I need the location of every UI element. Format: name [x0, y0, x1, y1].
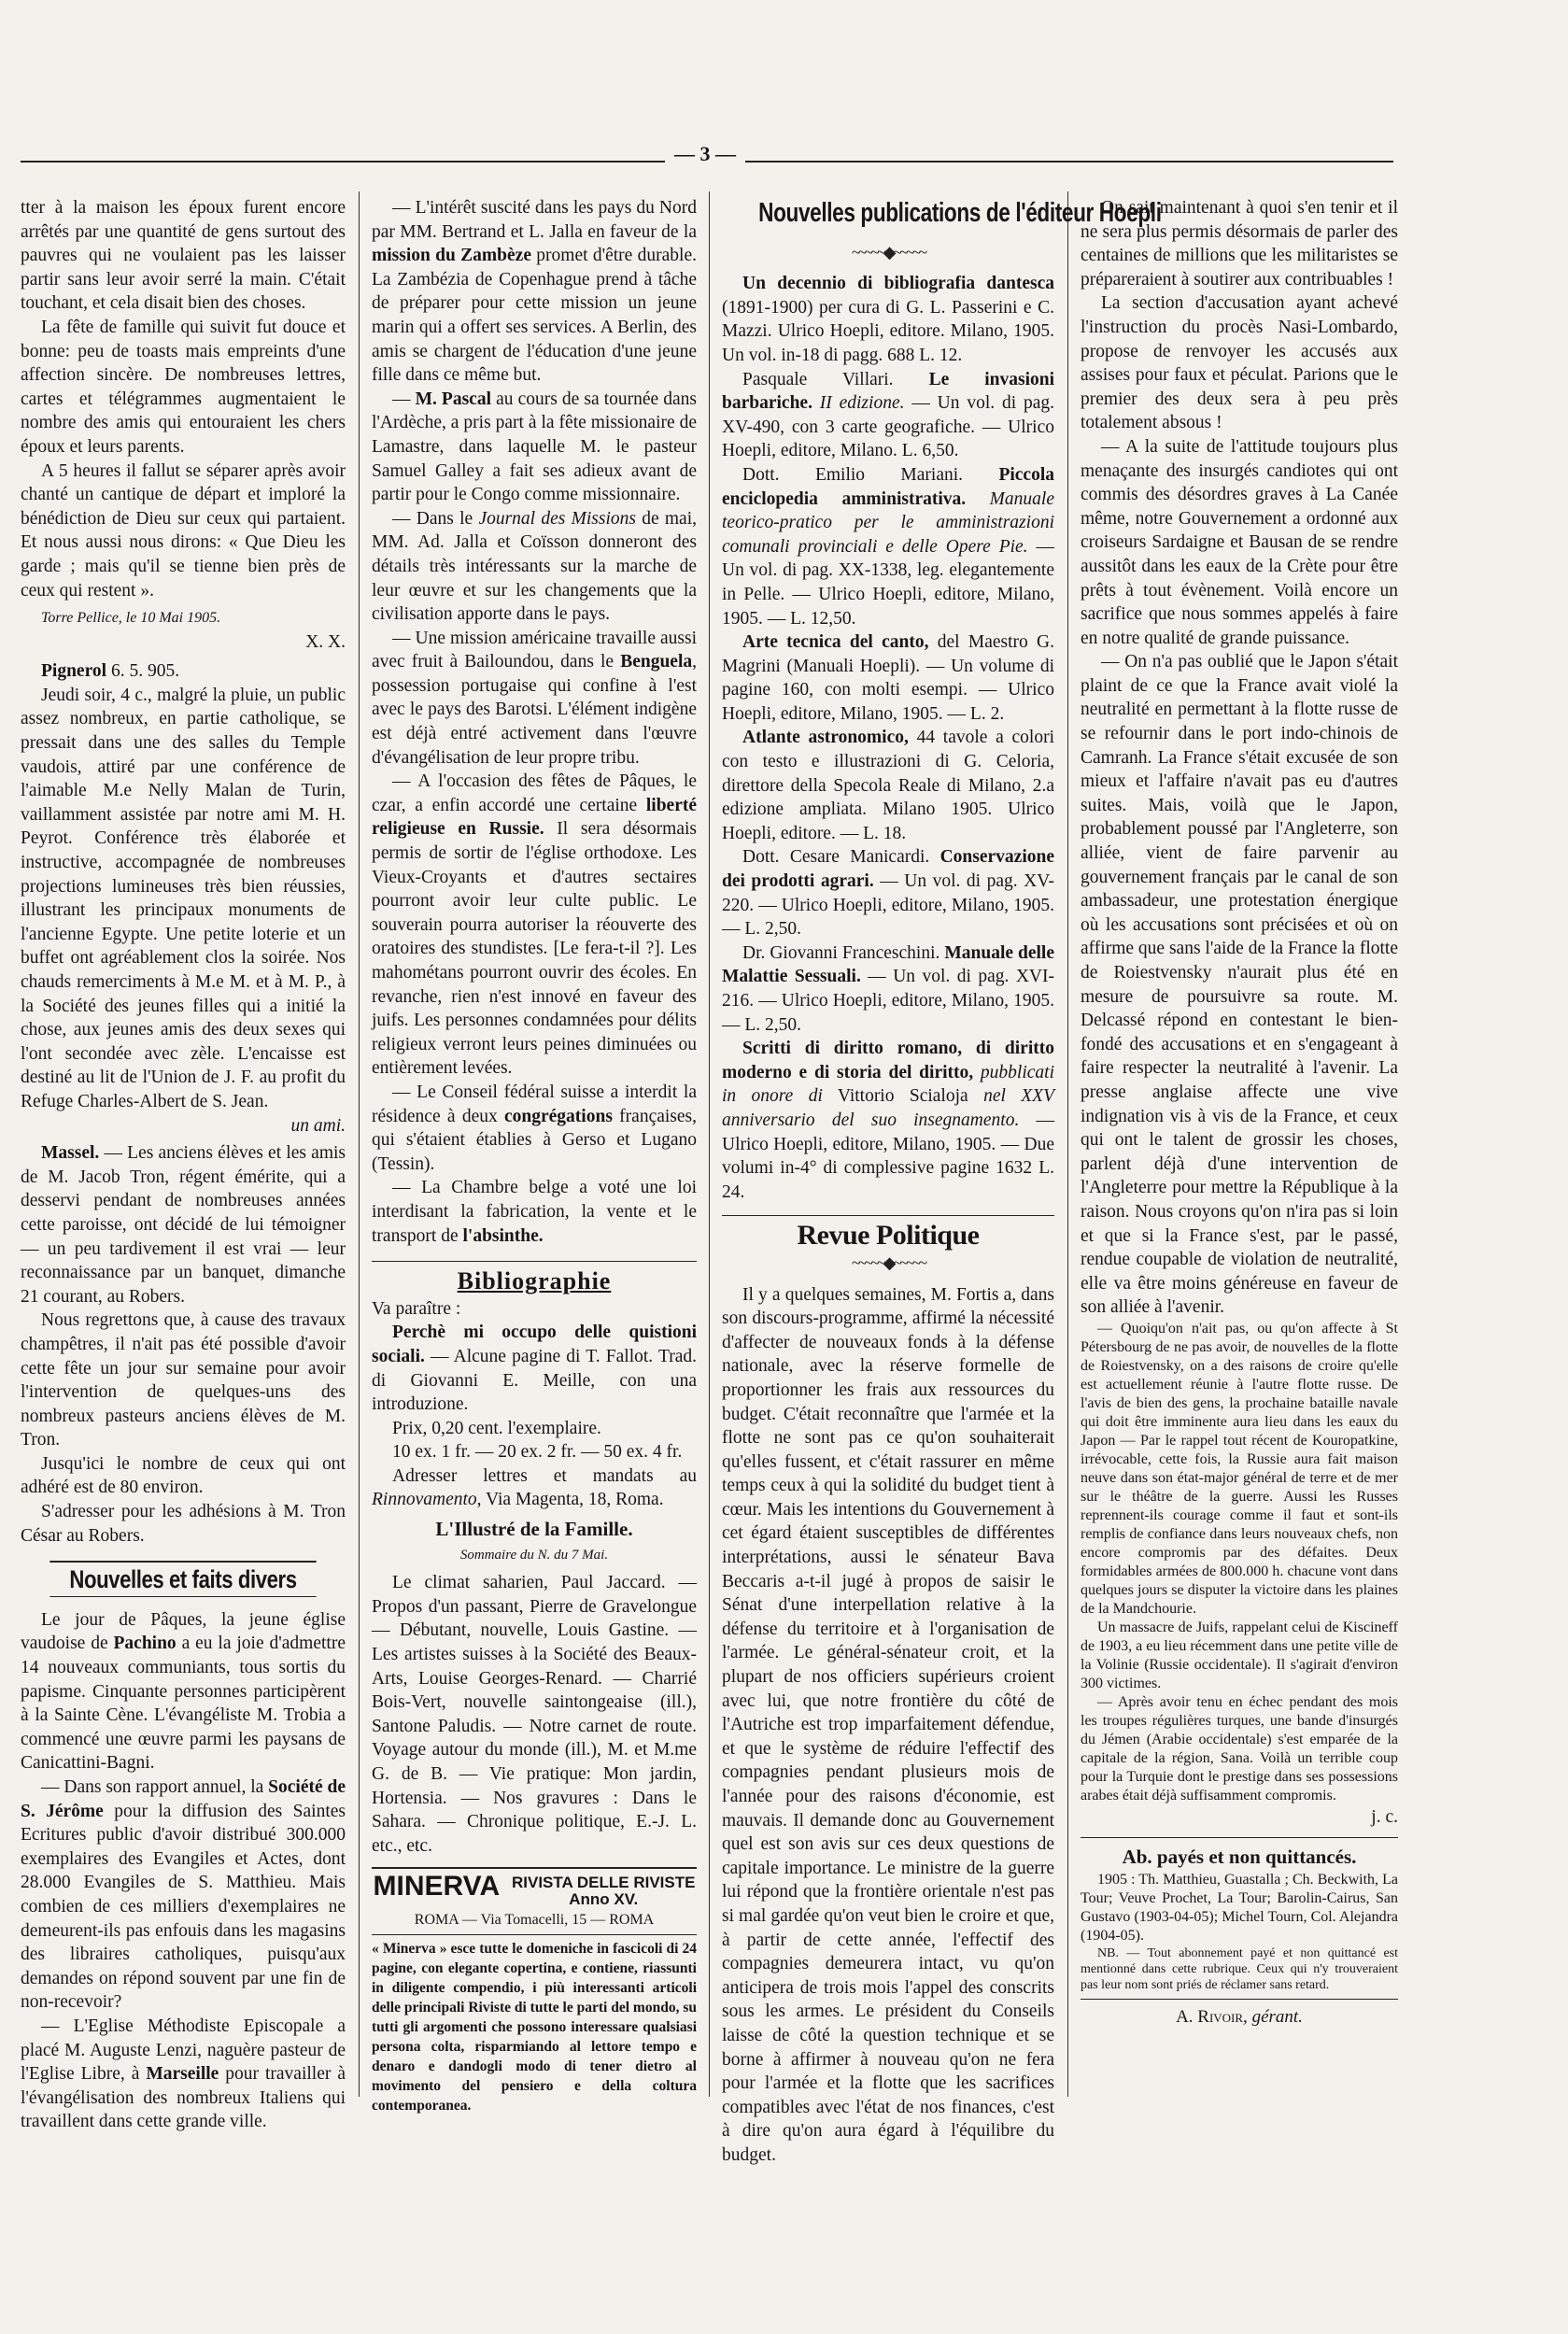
article-italic: Manuale teorico-pratico per le amministrazioni comunali provinciali e delle Opere Pie. [722, 488, 1054, 557]
minerva-address: ROMA — Via Tomacelli, 15 — ROMA [372, 1908, 697, 1935]
article-text: Dott. Emilio Mariani. [742, 464, 999, 485]
article-text: pour travailler à l'évangélisation des nombreux Italiens qui travaillent dans cette grande ville. [21, 2064, 346, 2132]
section-heading: Revue Politique [797, 1220, 980, 1252]
article-text: pour la diffusion des Saintes Ecritures public d'avoir distribué 300.000 exemplaires des Evangiles et Actes, dont 28.000 Evangiles de S. Matthieu. Mais combien de ces milliers d'exemplaires ne demeurent-ils pas enfouis dans les magasins des libraires catholiques, puisqu'aux demandes on répond souvent par une fin de non-recevoir? [21, 1801, 346, 2013]
column-4 [1081, 196, 1398, 2030]
article-paragraph: — Après avoir tenu en échec pendant des mois les troupes régulières turques, une bande d'insurgés du Jémen (Arabie occidentale) s'est emparée de la capitale de la région, Sana. Voilà un terrible coup pour la Turquie dont le prestige dans ses possessions arabes était déjà suffisamment compromis. [1081, 1693, 1398, 1804]
article-text: — Le Conseil fédéral suisse a interdit la résidence à deux [372, 1082, 697, 1126]
article-paragraph [372, 1176, 697, 1248]
article-text: — A l'occasion des fêtes de Pâques, le czar, a enfin accordé une certaine [372, 771, 697, 815]
minerva-title: MINERVA [373, 1871, 501, 1903]
article-text: Adresser lettres et mandats au [392, 1465, 697, 1486]
book-entry [722, 845, 1054, 941]
article-bold: Marseille [146, 2064, 219, 2085]
article-paragraph [21, 1141, 346, 1308]
article-text: — [392, 389, 416, 409]
article-text: Vittorio Scialoja [822, 1086, 984, 1107]
section-heading: Nouvelles et faits divers [49, 1561, 316, 1597]
article-paragraph [372, 1081, 697, 1176]
book-title: Un decennio di bibliografia dantesca [742, 274, 1054, 294]
article-paragraph: — On n'a pas oublié que le Japon s'était plaint de ce que la France avait violé la neutralité en permettant à la flotte russe de se refournir dans le port indo-chinois de Camranh. La France s'était excusée de son mieux et l'affaire n'avait pas eu d'autres suites. Mais, voilà que le Japon, probablement poussé par l'Angleterre, son alliée, vient de faire parvenir au gouvernement français par le canal de son ambassadeur, une protestation énergique où les accusations sont précisées et où on affirme que sans l'aide de la France la flotte de Roiestvensky n'aurait plus été en mesure de poursuivre sa route. M. Delcassé répond en contestant le bien-fondé des accusations et en s'engageant à faire respecter la neutralité à l'avenir. La presse anglaise affecte une vive indignation vis à vis de la France, et ceux qui ont le talent de grossir les choses, parlent déjà d'une intervention de l'Angleterre pour mettre la République à la raison. Nous croyons qu'on n'ira pas si loin et que si la France s'est, par le passé, rendue coupable de violation de neutralité, elle va être moins généreuse en faveur de son alliée à l'avenir. [1081, 652, 1398, 1318]
page-number: — 3 — [665, 142, 745, 166]
minerva-subtitle-line: RIVISTA DELLE RIVISTE [511, 1874, 696, 1892]
article-paragraph: Prix, 0,20 cent. l'exemplaire. [392, 1418, 601, 1438]
gerant-name: A. Rivoir, [1176, 2007, 1248, 2028]
article-text: Dr. Giovanni Franceschini. [742, 942, 945, 963]
book-title: Arte tecnica del canto, [742, 632, 929, 653]
book-entry [722, 272, 1054, 367]
article-paragraph [372, 627, 697, 771]
article-text: , Via Magenta, 18, Roma. [476, 1490, 664, 1510]
article-text: de mai, MM. Ad. Jalla et Coïsson donneront des détails très intéressants sur la marche de leur œuvre et sur les changements que la civilisation apporte dans le pays. [372, 508, 698, 625]
column-divider-3 [1067, 191, 1068, 2097]
column-divider-2 [709, 191, 710, 2097]
article-text: — Les anciens élèves et les amis de M. Jacob Tron, régent émérite, qui a desservi pendant de nombreuses années cette paroisse, ont décidé de lui témoigner — un peu tardivement il est vrai — leur reconnaissance par un banquet, dimanche 21 courant, au Robers. [21, 1143, 346, 1307]
article-text: Dott. Cesare Manicardi. [742, 847, 940, 868]
minerva-text: « Minerva » esce tutte le domeniche in fascicoli di 24 pagine, con elegante copertina, e contiene, riassunti in diligente compendio, i più interessanti articoli delle principali Riviste di tutte le parti del mondo, su tutti gli argomenti che possono interessare qualsiasi persona colta, risparmiando al lettore tempo e denaro e dandogli modo di tener dietro al movimento del pensiero e della coltura contemporanea. [372, 1940, 697, 2114]
article-text: (1891-1900) per cura di G. L. Passerini e C. Mazzi. Ulrico Hoepli, editore. Milano, 1905. Un vol. in-18 di pagg. 688 L. 12. [722, 297, 1054, 365]
article-italic: pubblicati in onore di [722, 1062, 1055, 1107]
article-bold: M. Pascal [415, 389, 492, 409]
book-entry [722, 630, 1054, 726]
gerant-title: gérant. [1247, 2007, 1303, 2028]
article-paragraph: La fête de famille qui suivit fut douce et bonne: peu de toasts mais empreints d'une affection sincère. De nombreuses lettres, cartes et télégrammes augmentaient le nombre des amis qui entouraient les chers époux et leurs parents. [21, 317, 346, 457]
ornament: ~~~~~◆~~~~~ [851, 1252, 925, 1272]
article-paragraph [21, 2015, 346, 2134]
ornament: ~~~~~◆~~~~~ [851, 242, 925, 262]
article-text: — Un vol. di pag. XV-490, con 3 carte geografiche. — Ulrico Hoepli, editore, Milano. L. 6,50. [722, 393, 1054, 461]
place-date: 6. 5. 905. [106, 661, 180, 682]
subheading: Ab. payés et non quittancés. [1122, 1845, 1357, 1868]
article-text: — Un vol. di pag. XV-220. — Ulrico Hoepli, editore, Milano, 1905. — L. 2,50. [722, 871, 1054, 940]
divider [722, 1215, 1054, 1216]
divider [372, 1261, 697, 1262]
divider [1081, 1837, 1398, 1838]
article-text: — Une mission américaine travaille aussi avec fruit à Bailoundou, dans le [372, 628, 697, 672]
book-title: Le invasioni barbariche. [722, 369, 1054, 414]
gerant-signature [1081, 1999, 1398, 2030]
article-italic: Rinnovamento [372, 1490, 477, 1510]
article-paragraph [21, 659, 346, 684]
article-bold: congrégations [504, 1106, 613, 1126]
article-paragraph [372, 770, 697, 1081]
article-text: , possession portugaise qui confine à l'est avec le pays des Barotsi. L'élément indigène est déjà entré activement dans l'œuvre d'évangélisation de leur propre tribu. [372, 652, 697, 768]
article-text: — Un vol. di pag. XX-1338, leg. elegantemente in Pelle. — Ulrico Hoepli, editore, Milano, 1905. — L. 12,50. [722, 536, 1055, 629]
article-text: Le jour de Pâques, la jeune église vaudoise de [21, 1609, 346, 1654]
article-bold: l'absinthe. [462, 1225, 544, 1246]
small-print-block [1081, 1871, 1398, 1993]
book-title: Atlante astronomico, [742, 728, 909, 748]
book-title: Perchè mi occupo delle quistioni sociali. [372, 1323, 697, 1366]
article-bold: liberté religieuse en Russie. [372, 795, 697, 840]
article-paragraph: — Quoiqu'on n'ait pas, ou qu'on affecte à St Pétersbourg de ne pas avoir, de nouvelles de la flotte de Roiestvensky, on a des raisons de croire qu'elle est actuellement réunie à l'autre flotte russe. De l'avis de bien des gens, la prochaine bataille navale qui doit être imminente aura lieu dans les eaux du Japon — Par le rappel tout récent de Kouropatkine, irrévocable, cette fois, la Russie aura fait maison neuve dans son état-major général de terre et de mer sur le théâtre de la guerre. Aussi les Russes reprennent-ils courage comme il faut et sont-ils remplis de confiance dans leurs nouveaux chefs, non encore compromis par des défaites. Deux formidables armées de 800.000 h. chacune vont dans quelques jours se disputer la victoire dans les plaines de la Mandchourie. [1081, 1320, 1398, 1617]
article-italic: II edizione. [812, 393, 905, 414]
section-heading: Bibliographie [457, 1267, 612, 1295]
book-entry [722, 1037, 1054, 1204]
column-1 [21, 196, 346, 2134]
article-bold: Société de S. Jérôme [21, 1777, 346, 1821]
article-text: au cours de sa tournée dans l'Ardèche, a pris part à la fête missionaire de Lamastre, dans laquelle M. le pasteur Samuel Galley a fait ses adieux avant de partir pour le Congo comme missionnaire. [372, 389, 697, 505]
subheading: L'Illustré de la Famille. [435, 1518, 633, 1541]
article-bold: Benguela [620, 652, 693, 672]
article-text: a eu la joie d'admettre 14 nouveaux communiants, tous sortis du papisme. Cinquante personnes participèrent à la Sainte Cène. L'évangéliste M. Trobia a commencé une œuvre parmi les paysans de Canicattini-Bagni. [21, 1634, 346, 1774]
minerva-title-row [372, 1871, 697, 1909]
article-paragraph: Va paraître : [372, 1298, 461, 1319]
book-entry [722, 463, 1054, 630]
book-title: Piccola enciclopedia amministrativa. [722, 464, 1054, 509]
signature: X. X. [305, 631, 346, 652]
article-text: — L'intérêt suscité dans les pays du Nord par MM. Bertrand et L. Jalla en faveur de la [372, 198, 697, 242]
book-entry [722, 941, 1054, 1037]
article-paragraph [372, 1321, 697, 1416]
minerva-subtitle [512, 1874, 695, 1908]
article-paragraph: Il y a quelques semaines, M. Fortis a, dans son discours-programme, affirmé la nécessité d'affecter de nouveaux fonds à la défense nationale, avec la réserve formelle de proportionner les frais aux ressources du budget. C'était reconnaître que l'armée et la flotte ne sont pas ce qu'on souhaiterait qu'elles fussent, et c'était rassurer en même temps ceux à qui la solidité du budget tient à cœur. Mais les intentions du Gouvernement à cet égard étaient susceptibles de différentes interprétations, aussi le sénateur Bava Beccaris a-t-il jugé à propos de saisir le Sénat d'une interpellation relative à la défense du territoire et à l'organisation de l'armée. Le général-sénateur croit, et la plupart de nos officiers supérieurs croient avec lui, que notre frontière du côté de l'Autriche est trop imparfaitement défendue, et que le système de réduire l'effectif des compagnies pendant plusieurs mois de l'année pour des raisons d'économie, est mauvais. Il demande donc au Gouvernement quel est son avis sur ces deux questions de capitale importance. Le ministre de la guerre lui répond que la frontière orientale n'est pas si mal gardée qu'on veut bien le croire et que, à partir de cette année, l'effectif des compagnies demeurera intact, vu qu'on anticipera de trois mois l'appel des conscrits sous les armes. Le président du Conseils laisse de côté la question technique et se borne à affirmer à nouveau qu'on ne fera pour l'armée et la flotte que les sacrifices compatibles avec l'état de nos finances, c'est à dire qu'on aura égard à l'équilibre du budget. [722, 1284, 1054, 2165]
article-paragraph: Le climat saharien, Paul Jaccard. — Propos d'un passant, Pierre de Gravelongue — Débutant, nouvelle, Louis Gastine. — Les artistes suisses à la Société des Beaux-Arts, Louise Georges-Renard. — Charrié Bois-Vert, nouvelle saintongeaise (ill.), Santone Paludis. — Notre carnet de route. Voyage autour du monde (ill.), M. et M.me G. de B. — Vie pratique: Mon jardin, Hortensia. — Nos gravures : Dans le Sahara. — Chronique politique, E.-J. L. etc., etc. [372, 1573, 697, 1856]
article-paragraph: Jeudi soir, 4 c., malgré la pluie, un public assez nombreux, en partie catholique, se pressait dans une des salles du Temple vaudois, attiré par une conférence de l'aimable M.e Nelly Malan de Turin, vaillamment assistée par notre ami M. H. Peyrot. Conférence très élaborée et instructive, accompagnée de nombreuses projections lumineuses très bien réussies, illustrant les principaux monuments de l'ancienne Egypte. Une petite loterie et un buffet ont agréablement clos la soirée. Nos chauds remerciments à M.e M. et à M. P., à la Société des jeunes filles qui a initié la chose, aux jeunes amis des deux sexes qui l'ont secondée avec zèle. L'encaisse est destiné au lit de l'Union de J. F. au profit du Refuge Charles-Albert de S. Jean. [21, 685, 346, 1111]
column-3 [722, 196, 1162, 2168]
article-paragraph [372, 1464, 697, 1512]
article-text: del Maestro G. Magrini (Manuali Hoepli). — Un volume di pagine 160, con molti esempi. — Ulrico Hoepli, editore, Milano, 1905. — L. 2. [722, 632, 1054, 724]
article-paragraph [372, 196, 697, 388]
article-italic: nel XXV anniversario del suo insegnamento. [722, 1086, 1054, 1130]
article-paragraph: Jusqu'ici le nombre de ceux qui ont adhéré est de 80 environ. [21, 1453, 346, 1498]
place-heading: Massel. [41, 1143, 100, 1164]
article-text: Pasquale Villari. [742, 369, 929, 389]
article-paragraph: S'adresser pour les adhésions à M. Tron César au Robers. [21, 1502, 346, 1546]
article-paragraph [21, 1608, 346, 1775]
article-text: — L'Eglise Méthodiste Episcopale a placé M. Auguste Lenzi, naguère pasteur de l'Eglise Libre, à [21, 2016, 346, 2085]
column-divider-1 [359, 191, 360, 2097]
place-heading: Pignerol [41, 661, 107, 682]
article-text: — Un vol. di pag. XVI-216. — Ulrico Hoepli, editore, Milano, 1905. — L. 2,50. [722, 967, 1054, 1035]
article-text: promet d'être durable. La Zambézia de Copenhague prend à tâche de préparer pour cette mission un jeune marin qui a offert ses services. A Berlin, des amis se chargent de l'éducation d'une jeune fille dans ce même but. [372, 246, 697, 386]
article-text: 44 tavole a colori con testo e illustrazioni di G. Celoria, direttore della Specola Reale di Milano, 2.a edizione ampliata. Milano 1905. Ulrico Hoepli, editore. — L. 18. [722, 728, 1054, 843]
article-text: — Dans son rapport annuel, la [41, 1777, 269, 1797]
article-text: — Alcune pagine di T. Fallot. Trad. di Giovanni E. Meille, con una introduzione. [372, 1346, 697, 1415]
minerva-advertisement [372, 1867, 697, 2115]
book-title: Conservazione dei prodotti agrari. [722, 847, 1054, 892]
minerva-subtitle-line: Anno XV. [569, 1890, 639, 1909]
article-text: françaises, qui s'étaient établies à Gerso et Lugano (Tessin). [372, 1106, 698, 1174]
small-print-block [1081, 1320, 1398, 1805]
article-paragraph: On sait maintenant à quoi s'en tenir et il ne sera plus permis désormais de parler des centaines de millions que les militaristes se prépareraient à soutirer aux contribuables ! [1081, 198, 1398, 290]
article-bold: mission du Zambèze [372, 246, 531, 266]
article-paragraph: Nous regrettons que, à cause des travaux champêtres, il n'ait pas été possible d'avoir cette fête un jour sur semaine pour avoir l'intervention de quelques-uns des nombreux pasteurs anciens élèves de M. Tron. [21, 1310, 346, 1450]
article-paragraph: 10 ex. 1 fr. — 20 ex. 2 fr. — 50 ex. 4 fr. [392, 1442, 683, 1463]
book-title: Manuale delle Malattie Sessuali. [722, 942, 1054, 987]
article-text: Il sera désormais permis de sortir de l'église orthodoxe. Les Vieux-Croyants et d'autres sectaires pourront avoir leur culte public. Le souverain pourra autoriser la réouverte des oratoires des stundistes. [Le fera-t-il ?]. Les mahométans pourront ouvrir des écoles. En revanche, rien n'est innové en faveur des juifs. Les personnes condamnées pour délits religieux verront leurs peines diminuées ou entièrement levées. [372, 819, 697, 1079]
section-heading: Nouvelles publications de l'éditeur Hoepli [758, 198, 1162, 228]
subheading-note: Sommaire du N. du 7 Mai. [459, 1547, 609, 1563]
article-paragraph [372, 507, 697, 627]
book-entry [722, 368, 1054, 463]
article-text: — Ulrico Hoepli, editore, Milano, 1905. — Due volumi in-4° di complessive pagine 1632 L. 24. [722, 1110, 1055, 1202]
book-entry [722, 726, 1054, 845]
article-bold: Pachino [113, 1634, 177, 1654]
dateline: Torre Pellice, le 10 Mai 1905. [41, 610, 221, 627]
article-paragraph [372, 388, 697, 507]
article-paragraph: Un massacre de Juifs, rappelant celui de Kiscineff de 1903, a eu lieu récemment dans une petite ville de la Volinie (Russie occidentale). Il s'agirait d'environ 300 victimes. [1081, 1619, 1398, 1691]
article-text: — Dans le [392, 508, 479, 529]
column-2 [372, 196, 697, 2115]
article-paragraph: NB. — Tout abonnement payé et non quittancé est mentionné dans cette rubrique. Ceux qui n'y trouveraient pas leur nom sont priés de réclamer sans retard. [1081, 1946, 1398, 1993]
article-text: — La Chambre belge a voté une loi interdisant la fabrication, la vente et le transport de [372, 1178, 697, 1246]
signature: j. c. [1371, 1806, 1398, 1827]
article-paragraph [21, 1775, 346, 2015]
article-italic: Journal des Missions [478, 508, 636, 529]
signature: un ami. [290, 1115, 346, 1136]
article-paragraph: tter à la maison les époux furent encore arrêtés par une quantité de gens surtout des pauvres qui ne voulaient pas les laisser partir sans leur avoir serré la main. C'était touchant, et cela disait bien des choses. [21, 198, 346, 314]
article-paragraph: A 5 heures il fallut se séparer après avoir chanté un cantique de départ et imploré la bénédiction de Dieu sur ceux qui partaient. Et nous aussi nous dirons: « Que Dieu les garde ; mais qu'il se tienne bien près de ceux qui restent ». [21, 460, 346, 601]
article-paragraph: — A la suite de l'attitude toujours plus menaçante des insurgés candiotes qui ont commis des désordres graves à La Canée même, notre Gouvernement a ordonné aux croiseurs Sardaigne et Bausan de se rendre aussitôt dans les eaux de la Crète pour être prêts à tout évènement. Voilà encore un sacrifice que nous sommes appelés à faire en notre qualité de grande puissance. [1081, 436, 1398, 648]
article-paragraph: 1905 : Th. Matthieu, Guastalla ; Ch. Beckwith, La Tour; Veuve Prochet, La Tour; Barolin-Cairus, San Gustavo (1903-04-05); Michel Tourn, Col. Alejandra (1904-05). [1081, 1872, 1398, 1945]
book-title: Scritti di diritto romano, di diritto moderno e di storia del diritto, [722, 1039, 1054, 1082]
article-paragraph: La section d'accusation ayant achevé l'instruction du procès Nasi-Lombardo, propose de renvoyer les accusés aux assises pour faux et péculat. Parions que le premier des deux sera à peu près totalement absous ! [1081, 293, 1398, 433]
page-header [21, 142, 1393, 174]
